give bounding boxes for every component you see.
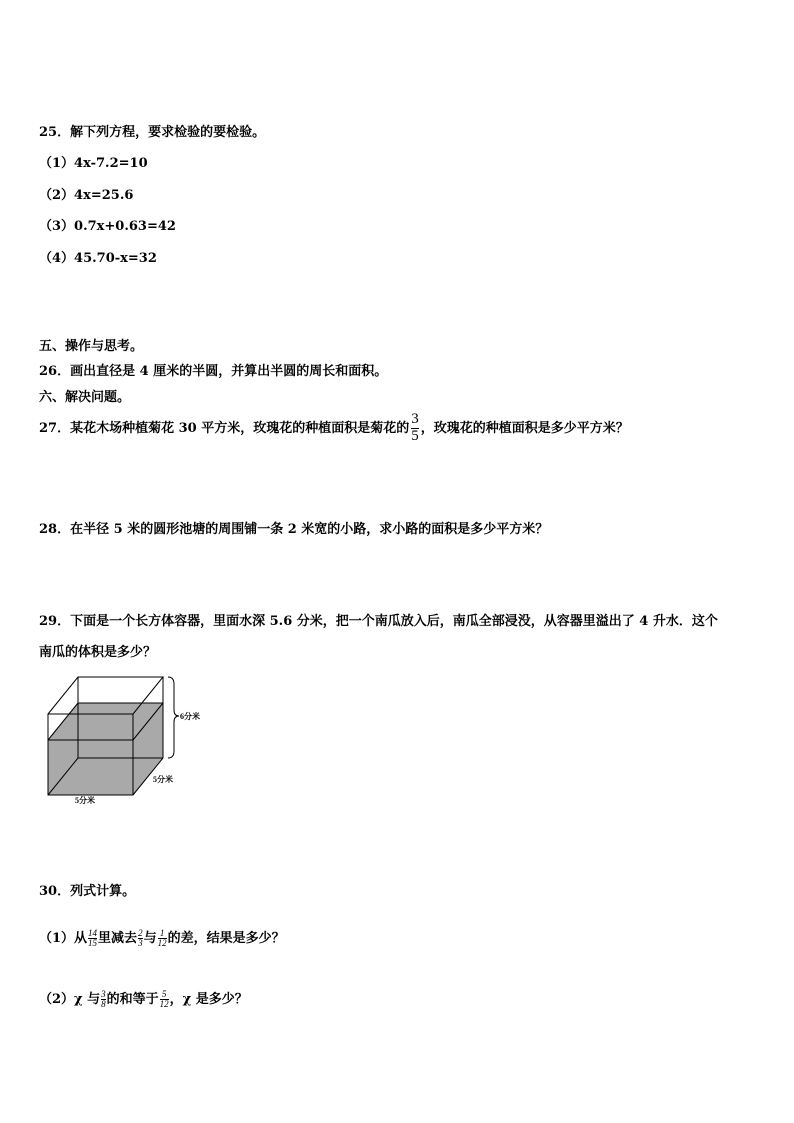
fraction-14-15 — [88, 929, 97, 949]
q25-item-4: （4）45.70-x=32 — [39, 251, 157, 266]
q29-line-2: 南瓜的体积是多少？ — [39, 645, 157, 660]
depth-label: 5分米 — [153, 775, 173, 784]
q27-text — [39, 410, 629, 448]
cuboid-container-figure — [40, 672, 220, 808]
q30-p1-mid2: 与 — [143, 931, 157, 946]
height-label: 6分米 — [180, 712, 200, 721]
denominator: 15 — [88, 938, 98, 948]
section-5-heading: 五、操作与思考。 — [39, 339, 144, 354]
width-label: 5分米 — [75, 796, 95, 805]
q27-denominator: 5 — [411, 428, 419, 444]
numerator: 14 — [88, 927, 98, 938]
numerator: 5 — [161, 988, 167, 999]
q30-p2-post: ，χ 是多少？ — [169, 992, 248, 1007]
denominator: 8 — [101, 999, 106, 1009]
fraction-5-12 — [160, 990, 169, 1010]
water-front-face — [48, 740, 133, 795]
q30-title: 30．列式计算。 — [39, 884, 136, 899]
q30-part-2 — [39, 985, 248, 1015]
height-brace — [168, 677, 179, 758]
numerator: 2 — [138, 927, 143, 938]
fraction-2-3 — [138, 929, 143, 949]
q30-p1-post: 的差，结果是多少？ — [167, 931, 285, 946]
q30-p2-pre: （2）χ 与 — [39, 992, 101, 1007]
q26-text: 26．画出直径是 4 厘米的半圆，并算出半圆的周长和面积。 — [39, 364, 388, 379]
numerator: 3 — [101, 988, 106, 999]
fraction-3-8 — [101, 990, 106, 1010]
q30-p1-pre: （1）从 — [39, 931, 88, 946]
q27-numerator: 3 — [411, 411, 419, 428]
q30-p1-mid1: 里减去 — [98, 931, 138, 946]
q29-line-1: 29．下面是一个长方体容器，里面水深 5.6 分米，把一个南瓜放入后，南瓜全部浸没，从容器里溢出了 4 升水．这个 — [39, 614, 718, 629]
denominator: 3 — [138, 938, 143, 948]
q27-post: ，玫瑰花的种植面积是多少平方米？ — [420, 421, 629, 436]
q25-item-2: （2）4x=25.6 — [39, 188, 134, 203]
denominator: 12 — [159, 999, 169, 1009]
section-6-heading: 六、解决问题。 — [39, 390, 131, 405]
denominator: 12 — [157, 938, 167, 948]
fraction-1-12 — [158, 929, 167, 949]
q25-item-3: （3）0.7x+0.63=42 — [39, 219, 176, 234]
q27-pre: 27．某花木场种植菊花 30 平方米，玫瑰花的种植面积是菊花的 — [39, 421, 410, 436]
q30-part-1 — [39, 924, 285, 954]
q28-text: 28．在半径 5 米的圆形池塘的周围铺一条 2 米宽的小路，求小路的面积是多少平方米？ — [39, 522, 549, 537]
q25-title: 25．解下列方程，要求检验的要检验。 — [39, 125, 266, 140]
q30-p2-mid: 的和等于 — [106, 992, 159, 1007]
q27-fraction — [411, 412, 419, 445]
numerator: 1 — [159, 927, 165, 938]
q25-item-1: （1）4x-7.2=10 — [39, 156, 148, 171]
